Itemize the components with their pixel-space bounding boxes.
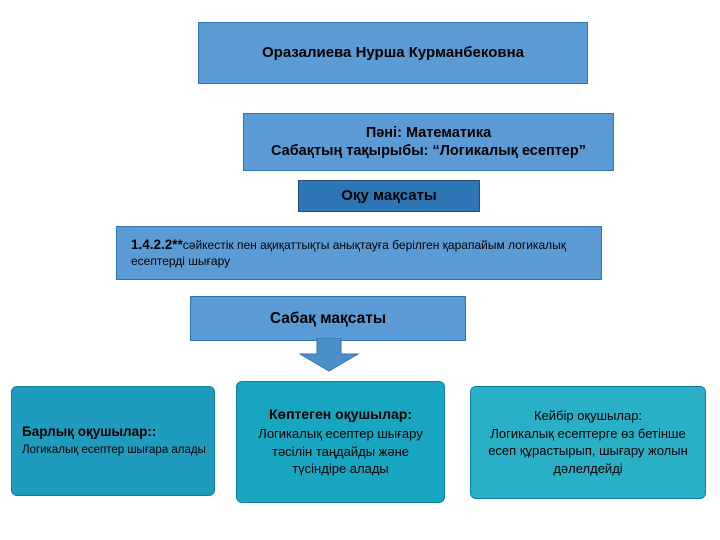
learning-goal-text: сәйкестік пен ақиқаттықты анықтауға берілген қарапайым логикалық есептерді шығару: [131, 238, 566, 268]
level-text: Логикалық есептер шығару тәсілін таңдайды және түсіндіре алады: [258, 426, 423, 477]
lesson-objective-label: Сабақ мақсаты: [269, 309, 387, 327]
level-text: Логикалық есептерге өз бетінше есеп құрастырып, шығару жолын дәлелдейді: [488, 425, 688, 476]
level-title: Барлық оқушылар::: [22, 424, 157, 440]
learning-goal-body: [116, 226, 602, 280]
subject-topic-box: [243, 113, 614, 171]
level-text: Логикалық есептер шығара алады: [22, 444, 206, 457]
level-title: Кейбір оқушылар:: [533, 407, 643, 423]
down-arrow-icon: [296, 338, 362, 372]
learning-goal-header-label: Оқу мақсаты: [341, 186, 437, 204]
topic-line: Сабақтың тақырыбы: “Логикалық есептер”: [271, 143, 586, 159]
level-box-all-students: [11, 386, 215, 496]
subject-line: Пәні: Математика: [365, 124, 492, 141]
level-title: Көптеген оқушылар:: [268, 406, 413, 423]
teacher-name-text: Оразалиева Нурша Курманбековна: [261, 43, 524, 61]
learning-goal-header: [298, 180, 480, 212]
level-box-most-students: [236, 381, 445, 503]
level-box-some-students: [470, 386, 706, 499]
lesson-objective-header: [190, 296, 466, 341]
learning-goal-code: 1.4.2.2**: [131, 237, 183, 253]
teacher-name-box: [198, 22, 588, 84]
